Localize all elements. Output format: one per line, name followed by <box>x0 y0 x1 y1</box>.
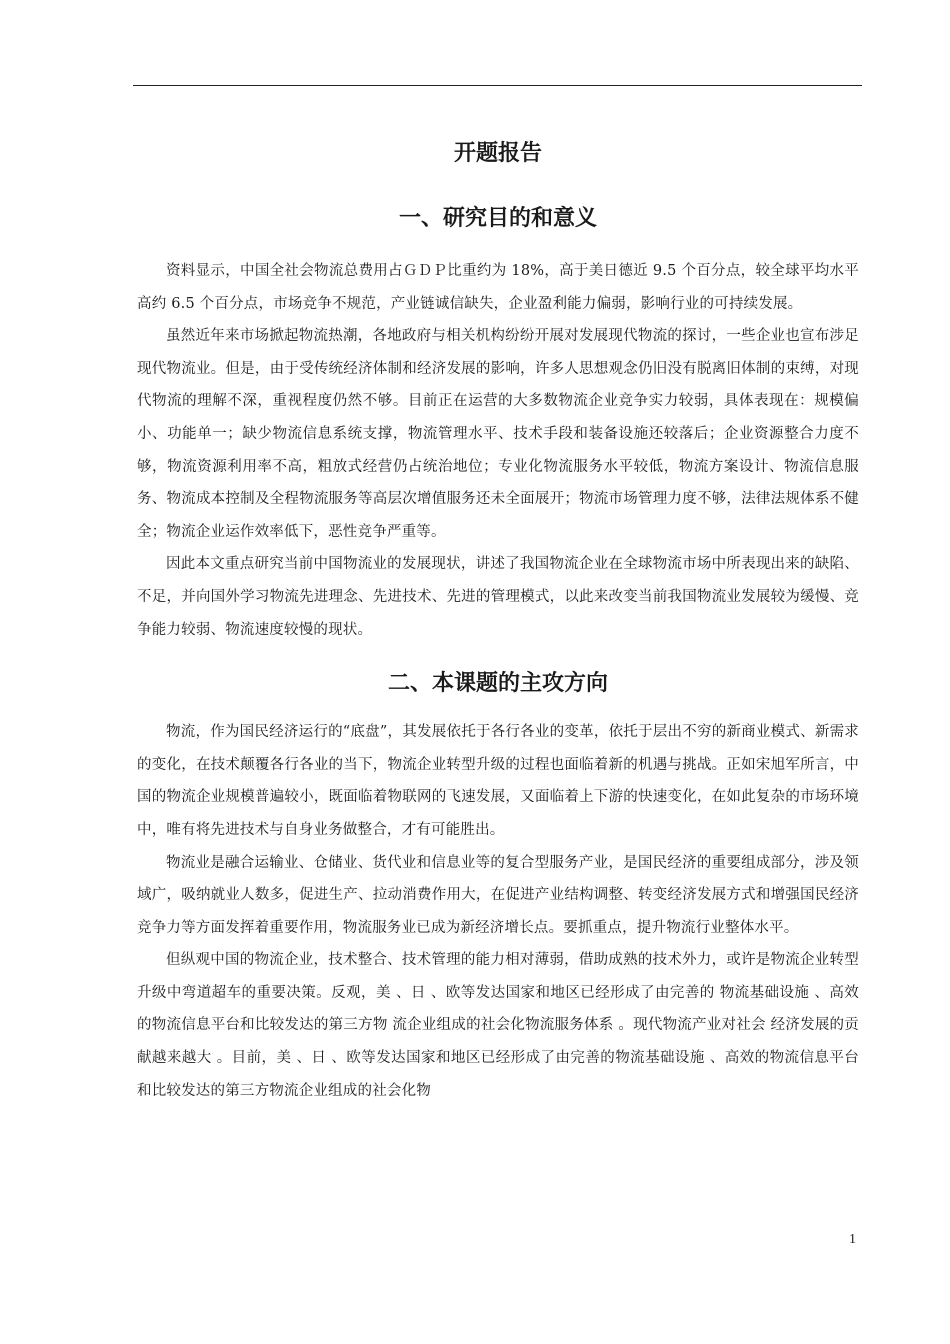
document-title: 开题报告 <box>453 141 542 166</box>
paragraph: 但纵观中国的物流企业，技术整合、技术管理的能力相对薄弱，借助成熟的技术外力，或许是物流企业转型升级中弯道超车的重要决策。反观，美 、日 、欧等发达国家和地区已经形成了由完善的 物流基础设施 、高效的物流信息平台和比较发达的第三方物 流企业组成的社会化物流服务体系 。现代物流产业对社会 经济发展的贡献越来越大 。目前，美 、日 、欧等发达国家和地区已经形成了由完善的物流基础设施 、高效的物流信息平台和比较发达的第三方物流企业组成的社会化物 <box>137 952 859 1099</box>
paragraph: 虽然近年来市场掀起物流热潮，各地政府与相关机构纷纷开展对发展现代物流的探讨，一些企业也宣布涉足现代物流业。但是，由于受传统经济体制和经济发展的影响，许多人思想观念仍旧没有脱离旧体制的束缚，对现代物流的理解不深，重视程度仍然不够。目前正在运营的大多数物流企业竞争实力较弱，具体表现在：规模偏小、功能单一；缺少物流信息系统支撑，物流管理水平、技术手段和装备设施还较落后；企业资源整合力度不够，物流资源利用率不高，粗放式经营仍占统治地位；专业化物流服务水平较低，物流方案设计、物流信息服务、物流成本控制及全程物流服务等高层次增值服务还未全面展开；物流市场管理力度不够，法律法规体系不健全；物流企业运作效率低下，恶性竞争严重等。 <box>137 328 859 540</box>
page-number: 1 <box>849 1232 856 1247</box>
paragraph: 物流业是融合运输业、仓储业、货代业和信息业等的复合型服务产业，是国民经济的重要组成部分，涉及领域广，吸纳就业人数多，促进生产、拉动消费作用大，在促进产业结构调整、转变经济发展方式和增强国民经济竞争力等方面发挥着重要作用，物流服务业已成为新经济增长点。要抓重点，提升物流行业整体水平。 <box>137 854 859 936</box>
header-rule <box>133 85 862 86</box>
paragraph: 因此本文重点研究当前中国物流业的发展现状，讲述了我国物流企业在全球物流市场中所表现出来的缺陷、不足，并向国外学习物流先进理念、先进技术、先进的管理模式，以此来改变当前我国物流业发展较为缓慢、竞争能力较弱、物流速度较慢的现状。 <box>137 556 859 638</box>
paragraph: 资料显示，中国全社会物流总费用占ＧＤＰ比重约为 18%，高于美日德近 9.5 个百分点，较全球平均水平高约 6.5 个百分点，市场竞争不规范，产业链诚信缺失，企业盈利能力偏弱，影响行业的可持续发展。 <box>137 263 859 312</box>
section-heading-purpose: 一、研究目的和意义 <box>398 206 597 231</box>
paragraph: 物流，作为国民经济运行的“底盘”，其发展依托于各行各业的变革，依托于层出不穷的新商业模式、新需求的变化，在技术颠覆各行各业的当下，物流企业转型升级的过程也面临着新的机遇与挑战。正如宋旭军所言，中国的物流企业规模普遍较小，既面临着物联网的飞速发展，又面临着上下游的快速变化，在如此复杂的市场环境中，唯有将先进技术与自身业务做整合，才有可能胜出。 <box>137 724 859 838</box>
section-heading-direction: 二、本课题的主攻方向 <box>387 671 608 697</box>
document-body <box>137 134 859 1107</box>
